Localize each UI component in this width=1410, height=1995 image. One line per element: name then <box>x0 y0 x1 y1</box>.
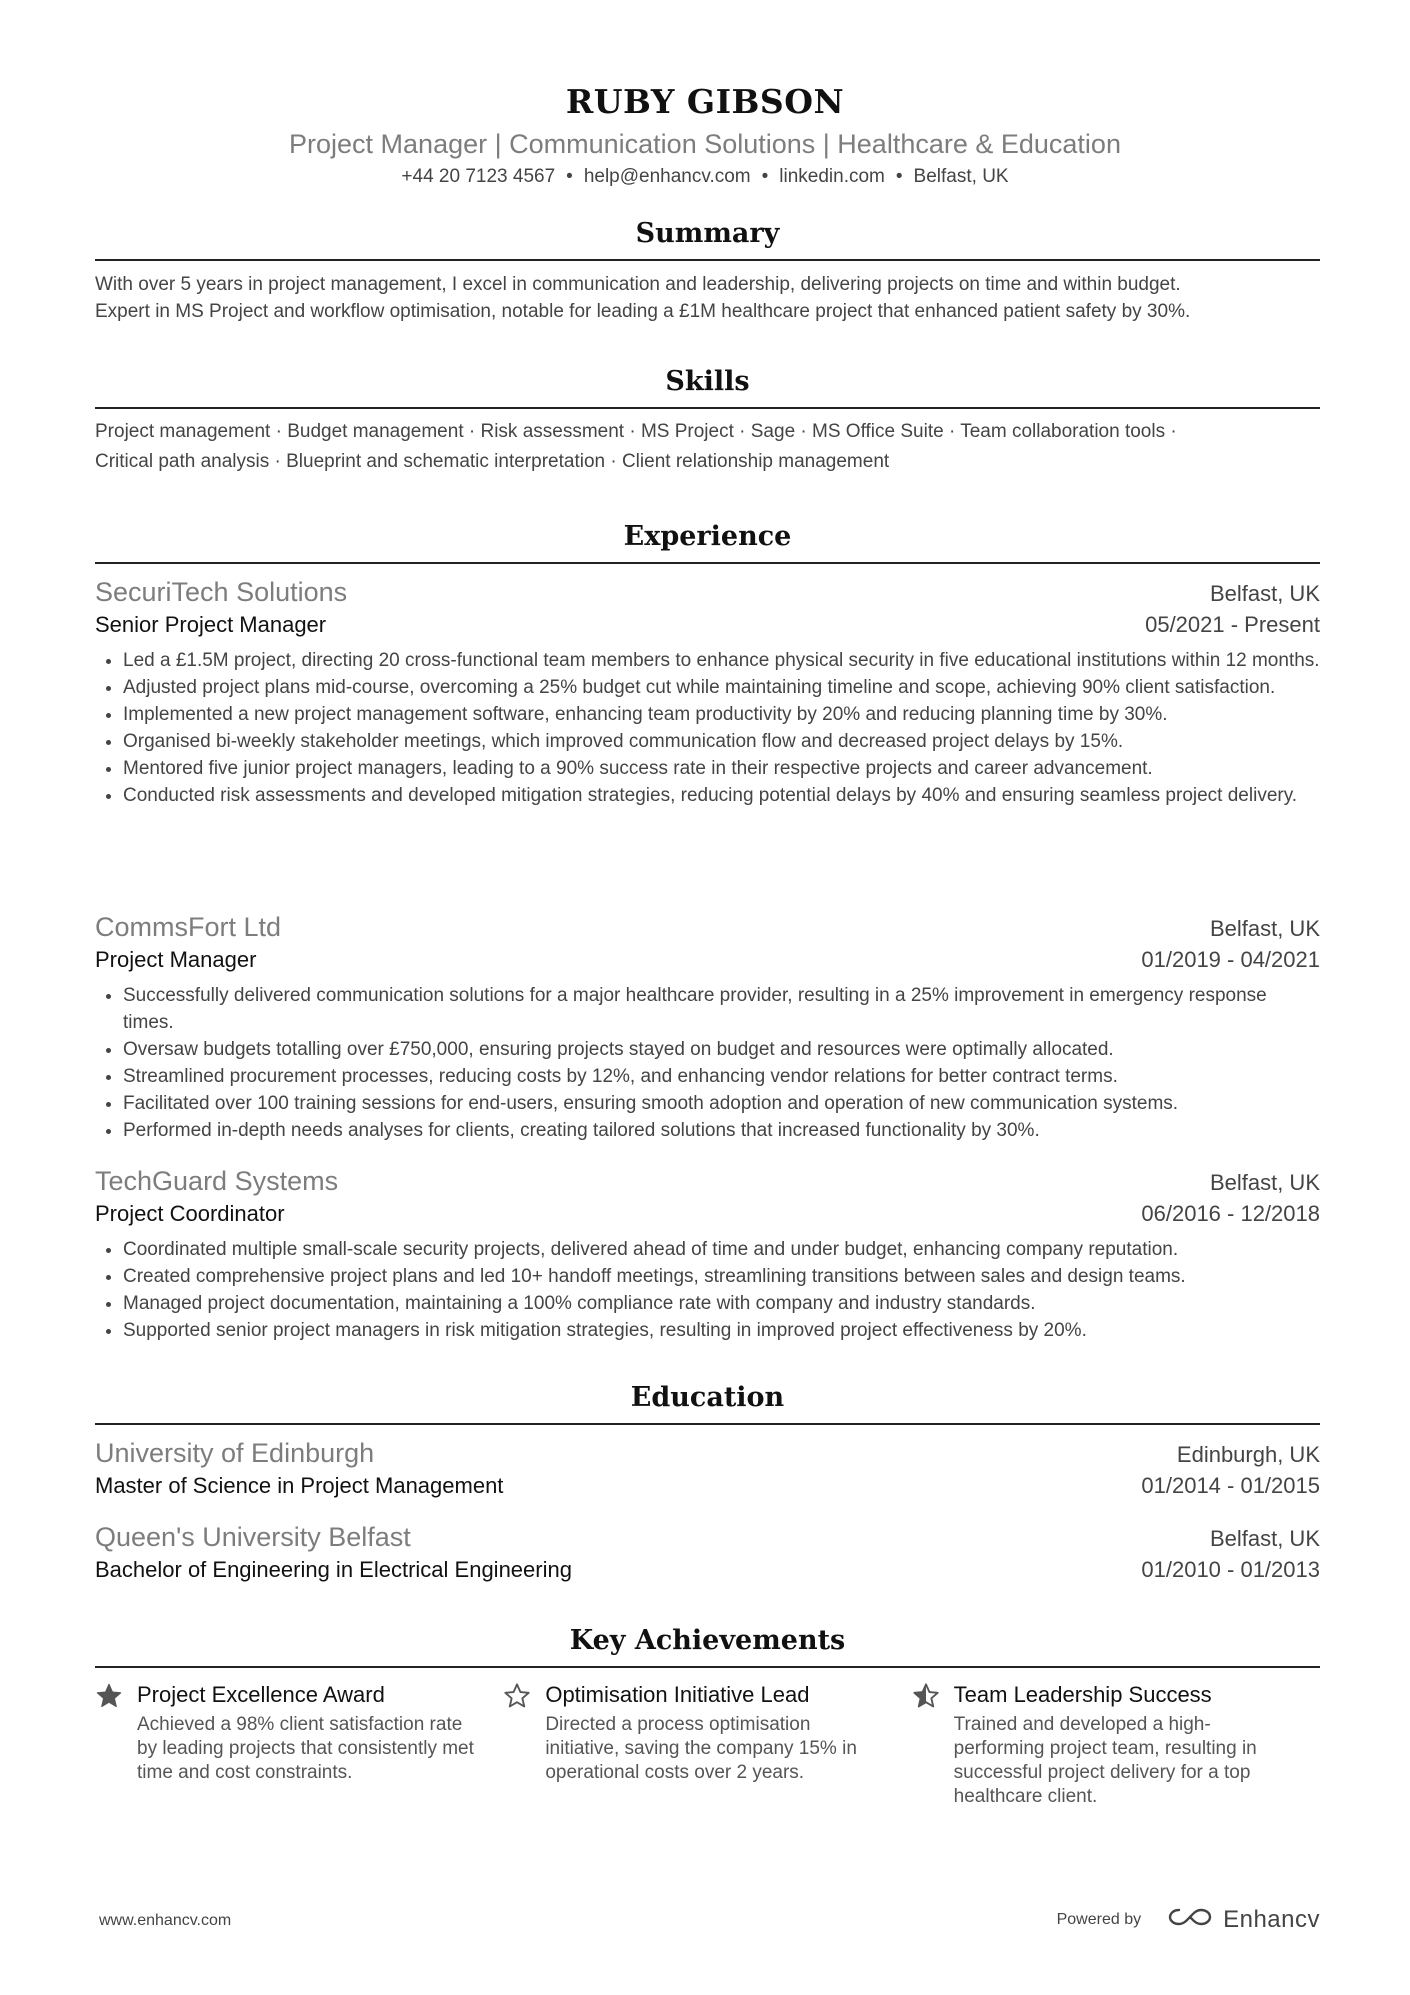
job-entry <box>95 1164 1320 1344</box>
bullet-item: • Streamlined procurement processes, reducing costs by 12%, and enhancing vendor relations for better contract terms. <box>123 1063 1320 1090</box>
section-divider <box>95 1666 1320 1668</box>
job-location: Belfast, UK <box>1209 581 1320 606</box>
enhancv-brand: Enhancv <box>1223 1905 1320 1933</box>
achievement-description: Directed a process optimisation initiative, saving the company 15% in operational costs over 2 years. <box>545 1714 857 1783</box>
section-divider <box>95 1423 1320 1425</box>
achievement-title: Team Leadership Success <box>953 1682 1212 1707</box>
section-title: Key Achievements <box>569 1625 846 1656</box>
bullet-item: • Supported senior project managers in risk mitigation strategies, resulting in improved project effectiveness by 20%. <box>123 1317 1320 1344</box>
phone: +44 20 7123 4567 <box>401 166 556 187</box>
section-divider <box>95 407 1320 409</box>
achievement-title: Optimisation Initiative Lead <box>545 1682 810 1707</box>
summary-text <box>95 271 1320 325</box>
powered-by <box>1057 1905 1320 1934</box>
star-outline-icon <box>503 1680 545 1809</box>
summary-section <box>95 216 1320 325</box>
website-link[interactable]: www.enhancv.com <box>99 1912 232 1929</box>
bullet-item: • Adjusted project plans mid-course, overcoming a 25% budget cut while maintaining timeline and scope, achieving 90% client satisfaction. <box>123 674 1320 701</box>
bullet-item: • Managed project documentation, maintaining a 100% compliance rate with company and industry standards. <box>123 1290 1320 1317</box>
linkedin[interactable]: linkedin.com <box>779 166 885 187</box>
section-title: Education <box>630 1382 785 1413</box>
separator-dot: • <box>761 166 769 187</box>
job-title: Project Manager <box>95 947 257 972</box>
bullet-item: • Organised bi-weekly stakeholder meetings, which improved communication flow and decreased project delays by 15%. <box>123 728 1320 755</box>
job-title: Senior Project Manager <box>95 612 327 637</box>
job-dates: 06/2016 - 12/2018 <box>1141 1201 1320 1226</box>
bullet-item: • Mentored five junior project managers, leading to a 90% success rate in their respective projects and career advancement. <box>123 755 1320 782</box>
degree: Master of Science in Project Management <box>95 1473 504 1498</box>
education-entry <box>95 1520 1320 1586</box>
achievement-description: Trained and developed a high-performing project team, resulting in successful project delivery for a top healthcare client. <box>953 1714 1257 1807</box>
skills-line: Critical path analysis · Blueprint and schematic interpretation · Client relationship management <box>95 451 890 472</box>
section-divider <box>95 259 1320 261</box>
candidate-headline: Project Manager | Communication Solutions | Healthcare & Education <box>289 129 1121 159</box>
bullet-item: • Coordinated multiple small-scale security projects, delivered ahead of time and under budget, enhancing company reputation. <box>123 1236 1320 1263</box>
achievement-description: Achieved a 98% client satisfaction rate by leading projects that consistently met time and cost constraints. <box>137 1714 474 1783</box>
school-name: University of Edinburgh <box>95 1438 375 1468</box>
education-dates: 01/2014 - 01/2015 <box>1141 1473 1320 1498</box>
school-location: Belfast, UK <box>1209 1526 1320 1551</box>
enhancv-logo-icon <box>1167 1905 1213 1934</box>
separator-dot: • <box>895 166 903 187</box>
bullet-item: • Implemented a new project management software, enhancing team productivity by 20% and reducing planning time by 30%. <box>123 701 1320 728</box>
section-divider <box>95 562 1320 564</box>
location: Belfast, UK <box>913 166 1009 187</box>
bullet-item: • Led a £1.5M project, directing 20 cross-functional team members to enhance physical security in five educational institutions within 12 months. <box>123 647 1320 674</box>
achievements-section <box>95 1623 1320 1668</box>
company-name: SecuriTech Solutions <box>95 577 348 607</box>
education-dates: 01/2010 - 01/2013 <box>1141 1557 1320 1582</box>
job-location: Belfast, UK <box>1209 916 1320 941</box>
experience-section <box>95 519 1320 564</box>
job-entry <box>95 575 1320 809</box>
footer <box>99 1905 1320 1939</box>
school-name: Queen's University Belfast <box>95 1522 411 1552</box>
bullet-item: • Created comprehensive project plans and led 10+ handoff meetings, streamlining transitions between sales and design teams. <box>123 1263 1320 1290</box>
job-dates: 05/2021 - Present <box>1145 612 1320 637</box>
achievement-item <box>912 1680 1320 1809</box>
email[interactable]: help@enhancv.com <box>583 166 751 187</box>
powered-by-label: Powered by <box>1056 1910 1142 1928</box>
achievement-item <box>503 1680 911 1809</box>
job-entry <box>95 910 1320 1144</box>
star-filled-icon <box>95 1680 137 1809</box>
company-name: TechGuard Systems <box>95 1166 339 1196</box>
section-title: Experience <box>623 521 792 552</box>
separator-dot: • <box>566 166 573 187</box>
education-section <box>95 1380 1320 1425</box>
skills-list <box>95 417 1320 477</box>
section-title: Skills <box>665 366 750 397</box>
school-location: Edinburgh, UK <box>1176 1442 1320 1467</box>
achievements-grid <box>95 1680 1320 1809</box>
bullet-item: • Conducted risk assessments and developed mitigation strategies, reducing potential delays by 40% and ensuring seamless project delivery. <box>123 782 1320 809</box>
summary-line: Expert in MS Project and workflow optimisation, notable for leading a £1M healthcare project that enhanced patient safety by 30%. <box>95 301 1191 322</box>
job-title: Project Coordinator <box>95 1201 285 1226</box>
contact-line <box>0 164 1410 190</box>
degree: Bachelor of Engineering in Electrical Engineering <box>95 1557 572 1582</box>
bullet-item: • Performed in-depth needs analyses for clients, creating tailored solutions that increased functionality by 30%. <box>123 1117 1320 1144</box>
bullet-item: • Oversaw budgets totalling over £750,000, ensuring projects stayed on budget and resources were optimally allocated. <box>123 1036 1320 1063</box>
job-bullets <box>95 647 1320 809</box>
job-location: Belfast, UK <box>1209 1170 1320 1195</box>
education-entry <box>95 1436 1320 1502</box>
bullet-item: • Facilitated over 100 training sessions for end-users, ensuring smooth adoption and operation of new communication systems. <box>123 1090 1320 1117</box>
job-dates: 01/2019 - 04/2021 <box>1141 947 1320 972</box>
achievement-item <box>95 1680 503 1809</box>
summary-line: With over 5 years in project management, I excel in communication and leadership, delivering projects on time and within budget. <box>95 274 1181 295</box>
job-bullets <box>95 1236 1320 1344</box>
star-half-icon <box>912 1680 954 1809</box>
candidate-name: RUBY GIBSON <box>565 82 845 121</box>
skills-line: Project management · Budget management · Risk assessment · MS Project · Sage · MS Office Suite · Team collaboration tools · <box>95 421 1177 442</box>
achievement-title: Project Excellence Award <box>137 1682 385 1707</box>
resume-header <box>0 82 1410 190</box>
section-title: Summary <box>635 218 780 249</box>
company-name: CommsFort Ltd <box>95 912 282 942</box>
bullet-item: • Successfully delivered communication solutions for a major healthcare provider, resulting in a 25% improvement in emergency response times. <box>123 982 1320 1036</box>
skills-section <box>95 364 1320 477</box>
job-bullets <box>95 982 1320 1144</box>
